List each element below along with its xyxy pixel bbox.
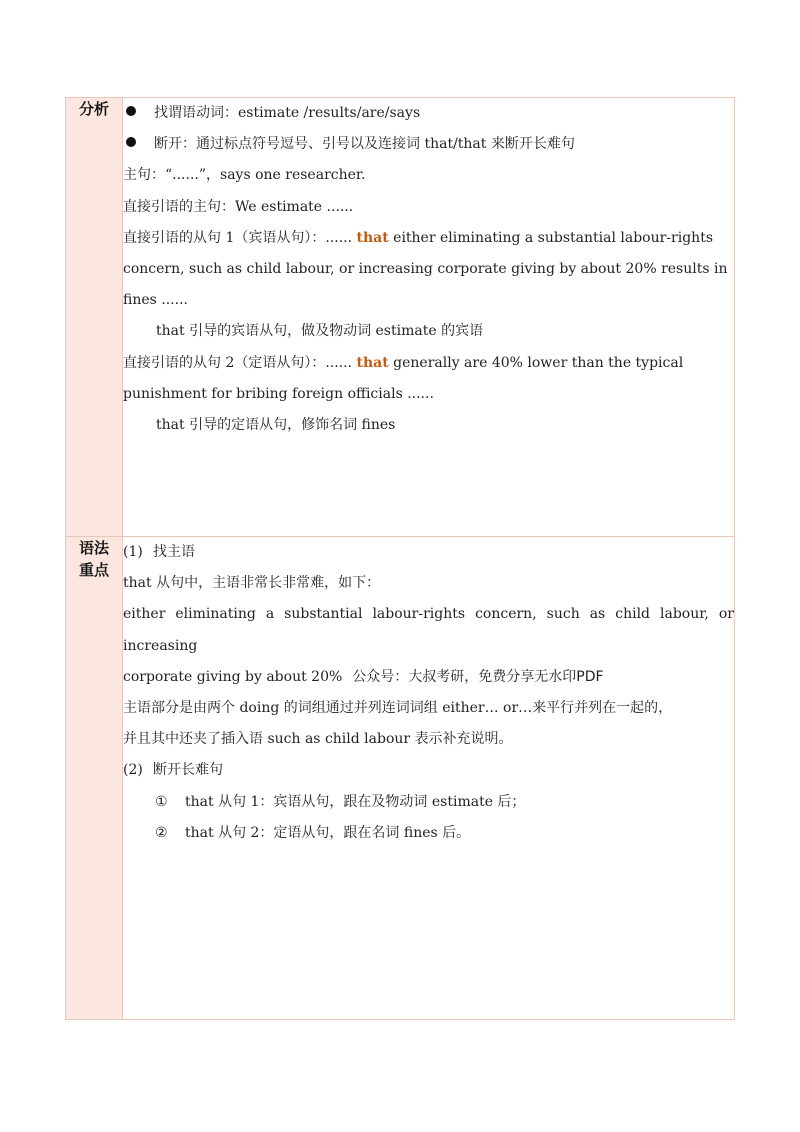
sub-clause-1-line2: concern, such as child labour, or increasing corporate giving by about 20% results in	[123, 261, 728, 278]
circled-number: ②	[155, 824, 168, 841]
bullet-icon	[126, 137, 136, 147]
sub1-keyword: that	[356, 229, 389, 246]
predicate-bullet	[123, 98, 734, 129]
sub-clause-1-line3: fines ......	[123, 292, 188, 309]
heading-split	[123, 755, 734, 786]
sub1-prefix: 直接引语的从句 1（宾语从句）：......	[123, 229, 357, 246]
analysis-row	[66, 98, 735, 537]
analysis-table	[65, 97, 735, 1020]
grammar-content	[123, 537, 735, 1020]
grammar-label-line2: 重点	[78, 561, 109, 579]
sub2-keyword: that	[356, 354, 389, 371]
grammar-row	[66, 537, 735, 1020]
explain-line1: 主语部分是由两个 doing 的词组通过并列连词词组 either… or…来平行并列在一起的，	[123, 700, 673, 717]
bullet-icon	[126, 106, 136, 116]
main-clause: 主句：“......”，says one researcher.	[123, 167, 366, 184]
heading-text: 断开长难句	[153, 762, 223, 779]
predicate-text: 找谓语动词：estimate /results/are/says	[154, 105, 421, 121]
sub-clause-2-note: that 引导的定语从句，修饰名词 fines	[156, 417, 396, 434]
circled-number: ①	[155, 793, 168, 810]
sub2-prefix: 直接引语的从句 2（定语从句）：......	[123, 354, 357, 371]
subject-line1: either eliminating a substantial labour-rights concern, such as child labour, or increasing	[123, 606, 734, 654]
list-item	[123, 787, 734, 818]
list-item-text: that 从句 2：定语从句，跟在名词 fines 后。	[185, 824, 471, 841]
grammar-label	[66, 537, 123, 1020]
heading-number: (2)	[123, 762, 143, 779]
analysis-label: 分析	[66, 98, 123, 537]
subject-line2	[123, 662, 734, 693]
heading-text: 找主语	[153, 544, 195, 560]
quote-main-clause: 直接引语的主句：We estimate ......	[123, 198, 354, 215]
watermark-text: 公众号：大叔考研，免费分享无水印PDF	[352, 668, 604, 685]
sub1-rest: either eliminating a substantial labour-rights	[388, 229, 713, 246]
explain-line2: 并且其中还夹了插入语 such as child labour 表示补充说明。	[123, 731, 513, 748]
sub-clause-2-line2: punishment for bribing foreign officials ......	[123, 385, 434, 402]
sub-clause-1-note: that 引导的宾语从句，做及物动词 estimate 的宾语	[156, 323, 484, 340]
subject-intro: that 从句中，主语非常长非常难，如下：	[123, 575, 381, 592]
sub-clause-1	[123, 223, 734, 254]
grammar-label-line1: 语法	[78, 539, 109, 557]
subject-text: corporate giving by about 20%	[123, 668, 343, 685]
split-bullet	[123, 129, 734, 160]
sub-clause-2	[123, 348, 734, 379]
list-item-text: that 从句 1：宾语从句，跟在及物动词 estimate 后；	[185, 793, 526, 810]
analysis-content	[123, 98, 735, 537]
split-text: 断开：通过标点符号逗号、引号以及连接词 that/that 来断开长难句	[154, 136, 575, 153]
sub2-rest: generally are 40% lower than the typical	[388, 354, 684, 371]
list-item	[123, 818, 734, 849]
heading-find-subject	[123, 537, 734, 568]
heading-number: (1)	[123, 544, 143, 560]
